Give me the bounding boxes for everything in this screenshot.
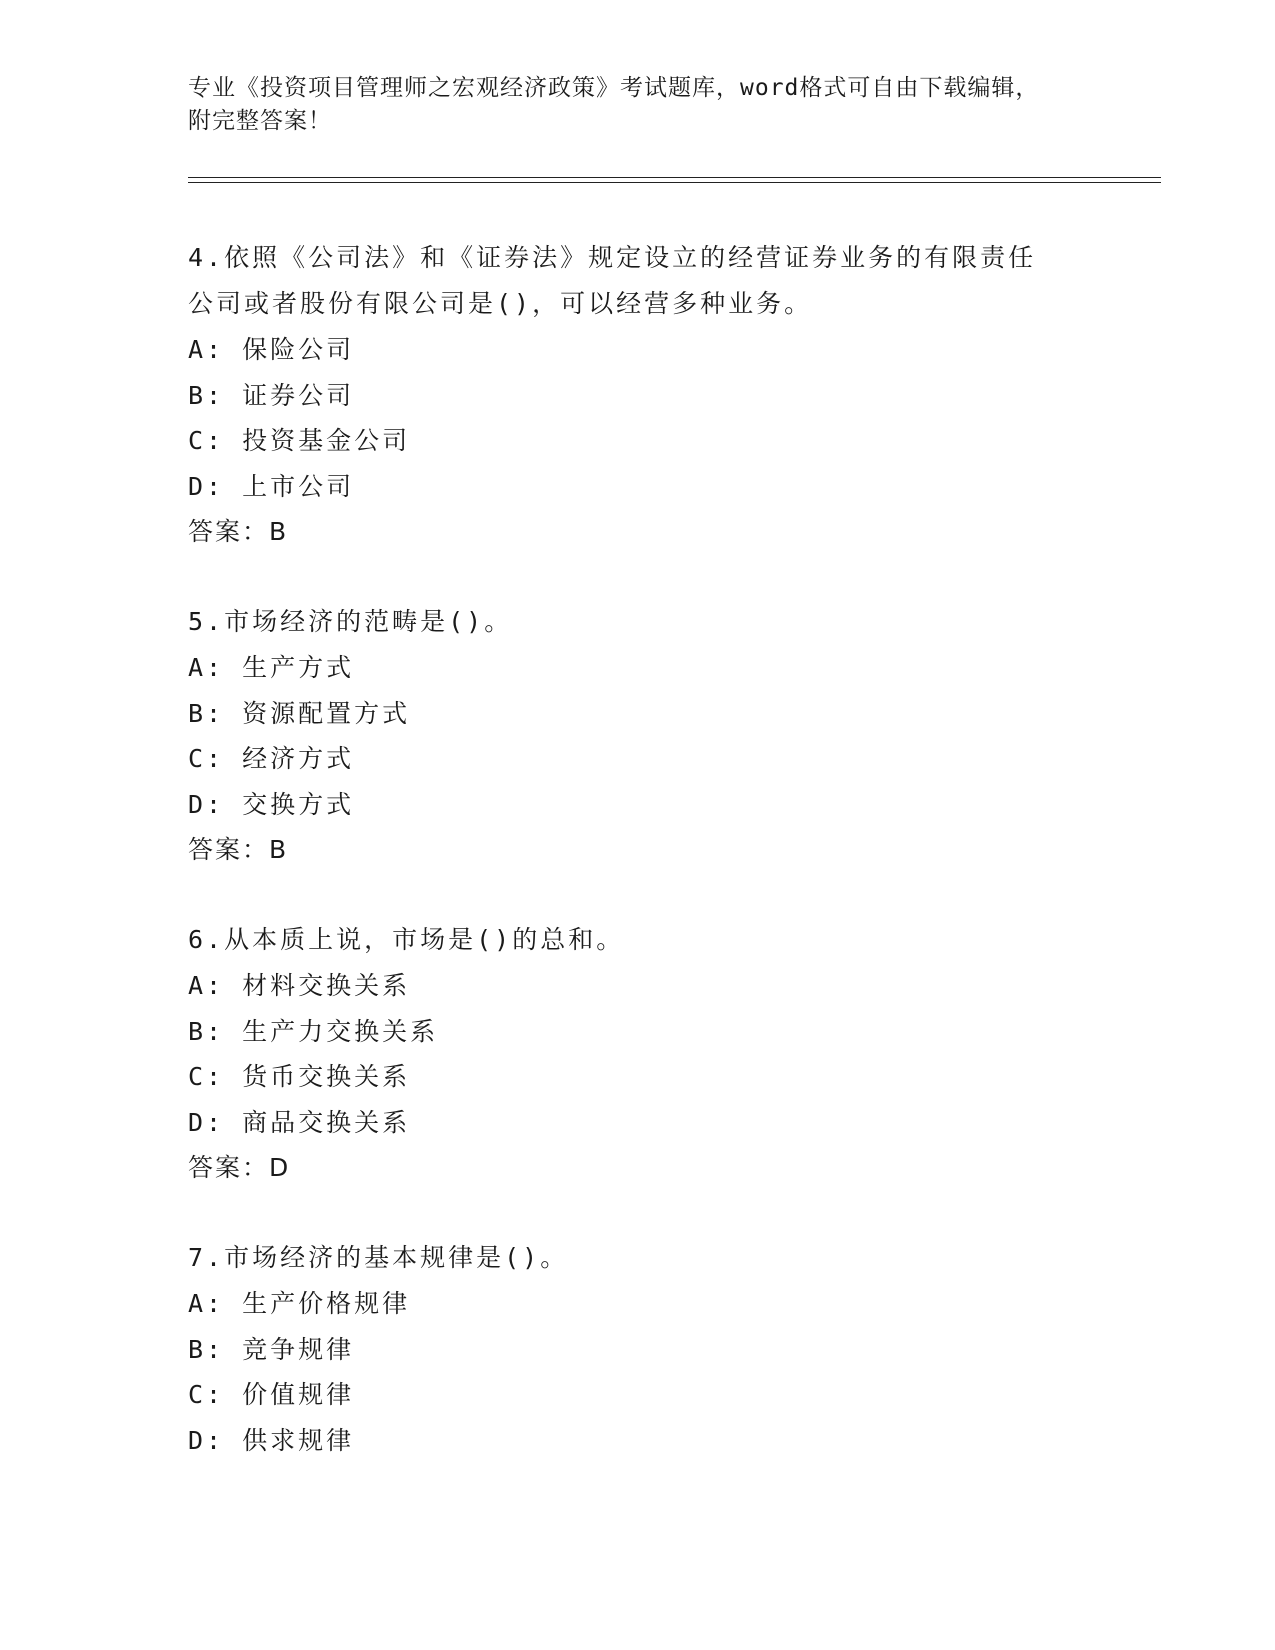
question-4: [188, 235, 1088, 555]
question-stem: 4.依照《公司法》和《证券法》规定设立的经营证券业务的有限责任: [188, 243, 1037, 272]
option-c: C: 经济方式: [188, 744, 355, 773]
option-b: B: 竞争规律: [188, 1334, 355, 1364]
option-b: B: 证券公司: [188, 380, 355, 410]
question-stem: 7.市场经济的基本规律是()。: [188, 1243, 569, 1272]
question-stem: 6.从本质上说，市场是()的总和。: [188, 925, 625, 954]
question-stem: 5.市场经济的范畴是()。: [188, 607, 513, 636]
header-line-2: 附完整答案！: [188, 108, 332, 134]
option-b: B: 生产力交换关系: [188, 1016, 439, 1046]
answer: 答案：B: [188, 835, 289, 864]
question-5: [188, 599, 1088, 873]
document-header: [188, 72, 1088, 138]
option-d: D: 上市公司: [188, 471, 355, 501]
answer: 答案：D: [188, 1153, 291, 1182]
option-d: D: 商品交换关系: [188, 1107, 411, 1137]
option-c: C: 投资基金公司: [188, 426, 411, 455]
question-list: [188, 235, 1088, 1507]
option-a: A: 材料交换关系: [188, 971, 411, 1000]
option-c: C: 价值规律: [188, 1380, 355, 1409]
option-d: D: 供求规律: [188, 1425, 355, 1455]
option-c: C: 货币交换关系: [188, 1062, 411, 1091]
question-7: [188, 1235, 1088, 1463]
answer: 答案：B: [188, 517, 289, 546]
option-b: B: 资源配置方式: [188, 698, 411, 728]
option-a: A: 生产方式: [188, 653, 355, 682]
header-line-1: 专业《投资项目管理师之宏观经济政策》考试题库，word格式可自由下载编辑，: [188, 75, 1040, 101]
question-stem-continued: 公司或者股份有限公司是()，可以经营多种业务。: [188, 289, 813, 318]
option-a: A: 保险公司: [188, 335, 355, 364]
question-6: [188, 917, 1088, 1191]
header-divider-bottom: [188, 182, 1161, 183]
header-divider-top: [188, 177, 1161, 178]
option-d: D: 交换方式: [188, 789, 355, 819]
option-a: A: 生产价格规律: [188, 1289, 411, 1318]
